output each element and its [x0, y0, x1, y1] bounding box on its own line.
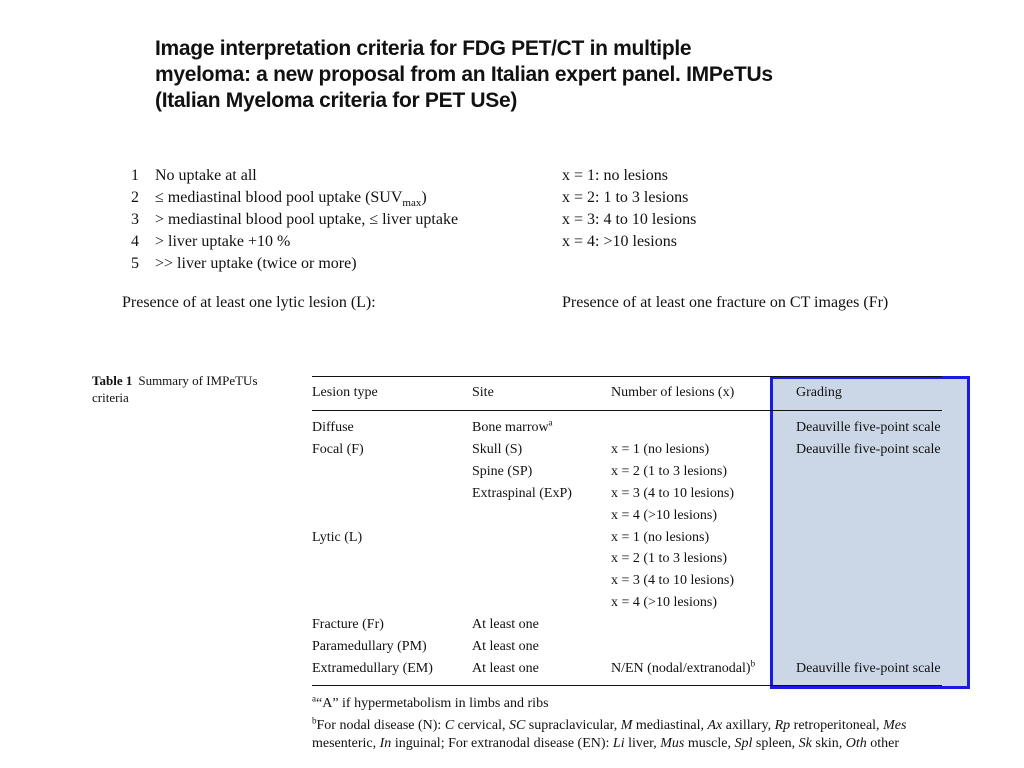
presence-fracture-text: Presence of at least one fracture on CT images (Fr) — [562, 294, 889, 311]
table-bottom-rule — [312, 685, 942, 686]
footnote-abbrev: Oth — [845, 736, 867, 751]
table-cell — [312, 441, 364, 459]
uptake-scale-item — [131, 165, 458, 187]
uptake-scale-text: >> liver uptake (twice or more) — [155, 255, 357, 272]
lesion-count-item: x = 2: 1 to 3 lesions — [562, 189, 689, 206]
uptake-scale-text: ≤ mediastinal blood pool uptake (SUV — [155, 189, 403, 206]
table-cell — [611, 529, 709, 547]
footnote-b-line-1 — [312, 716, 906, 736]
table-cell-text: Focal (F) — [312, 441, 364, 457]
table-cell-text: Bone marrow — [472, 420, 549, 435]
footnote-text: inguinal; For extranodal disease (EN): — [391, 736, 613, 751]
footnote-abbrev: Mes — [883, 718, 907, 733]
uptake-scale-number: 4 — [131, 233, 139, 250]
table-cell-text: Spine (SP) — [472, 463, 533, 479]
footnote-a — [312, 694, 549, 714]
table-header-cell: Site — [472, 385, 494, 400]
slide-title — [155, 36, 875, 114]
uptake-scale-text: > mediastinal blood pool uptake, ≤ liver uptake — [155, 211, 459, 228]
lesion-count-item: x = 3: 4 to 10 lesions — [562, 211, 697, 228]
footnote-abbrev: SC — [508, 718, 526, 733]
table-caption-label: Table 1 — [92, 373, 133, 388]
table-cell — [472, 660, 539, 678]
table-cell — [611, 594, 717, 612]
table-cell — [312, 419, 354, 437]
footnote-text: mediastinal, — [632, 718, 708, 733]
table-cell — [611, 550, 727, 568]
footnote-abbrev: Rp — [774, 718, 791, 733]
title-line-2: myeloma: a new proposal from an Italian expert panel. IMPeTUs — [155, 63, 773, 86]
uptake-scale-list — [131, 165, 458, 275]
table-header-cell: Number of lesions (x) — [611, 385, 735, 400]
uptake-scale-item — [131, 209, 458, 231]
table-cell-text: At least one — [472, 639, 539, 654]
footnote-b-line-2 — [312, 734, 899, 754]
title-line-1: Image interpretation criteria for FDG PET/CT in multiple — [155, 37, 692, 60]
table-cell-text: x = 2 (1 to 3 lesions) — [611, 463, 727, 479]
uptake-scale-number: 2 — [131, 189, 139, 206]
table-cell — [472, 463, 532, 481]
title-line-3: (Italian Myeloma criteria for PET USe) — [155, 89, 518, 112]
table-cell-text: x = 3 (4 to 10 lesions) — [611, 485, 734, 501]
uptake-scale-text: No uptake at all — [155, 167, 257, 184]
table-cell-text: Deauville five-point scale — [796, 660, 941, 676]
table-cell-text: x = 1 (no lesions) — [611, 441, 710, 457]
table-cell — [611, 507, 717, 525]
table-cell-text: Fracture (Fr) — [312, 617, 384, 633]
table-cell-text: x = 3 (4 to 10 lesions) — [611, 573, 734, 589]
footnote-text: supraclavicular, — [525, 718, 621, 733]
uptake-scale-item — [131, 231, 458, 253]
table-cell-text: At least one — [472, 617, 539, 633]
footnote-abbrev: Sk — [798, 736, 812, 751]
lesion-count-list — [562, 165, 696, 253]
table-cell — [472, 419, 553, 437]
footnote-abbrev: Ax — [707, 718, 723, 733]
table-cell-text: x = 1 (no lesions) — [611, 529, 710, 545]
uptake-scale-subscript: max — [402, 197, 422, 210]
table-cell-text: x = 2 (1 to 3 lesions) — [611, 551, 727, 567]
footnote-abbrev: C — [444, 718, 455, 733]
uptake-scale-text-tail: ) — [421, 189, 427, 206]
footnote-text: spleen, — [752, 736, 799, 751]
table-cell-text: Extramedullary (EM) — [312, 660, 433, 676]
table-cell — [472, 441, 522, 459]
table-cell — [472, 616, 539, 634]
table-caption — [92, 372, 292, 406]
table-cell-text: Skull (S) — [472, 441, 523, 457]
table-header-cell: Grading — [796, 385, 842, 400]
footnote-mark-b: b — [750, 658, 756, 669]
footnote-text: cervical, — [454, 718, 509, 733]
table-cell — [611, 463, 727, 481]
table-cell — [312, 638, 427, 656]
footnote-text: other — [866, 736, 899, 751]
uptake-scale-number: 1 — [131, 167, 139, 184]
table-cell — [312, 529, 362, 547]
table-header-rule — [312, 410, 942, 411]
footnote-a-mark: a — [312, 693, 316, 704]
table-cell-text: N/EN (nodal/extranodal) — [611, 660, 751, 676]
uptake-scale-item — [131, 187, 458, 209]
footnote-abbrev: In — [379, 736, 392, 751]
uptake-scale-text: > liver uptake +10 % — [155, 233, 291, 250]
table-header-cell: Lesion type — [312, 385, 378, 400]
table-cell-text: At least one — [472, 660, 539, 676]
footnote-a-text: “A” if hypermetabolism in limbs and ribs — [316, 696, 549, 711]
table-cell — [611, 485, 734, 503]
uptake-scale-number: 3 — [131, 211, 139, 228]
table-cell-text: Deauville five-point scale — [796, 441, 941, 457]
table-cell-text: Extraspinal (ExP) — [472, 485, 572, 501]
footnote-text: axillary, — [722, 718, 775, 733]
footnote-abbrev: Li — [612, 736, 625, 751]
table-cell-text: x = 4 (>10 lesions) — [611, 595, 718, 611]
uptake-scale-number: 5 — [131, 255, 139, 272]
footnote-text: retroperitoneal, — [790, 718, 884, 733]
footnote-mark-a: a — [548, 417, 553, 428]
table-top-rule — [312, 376, 942, 377]
footnote-abbrev: Spl — [734, 736, 753, 751]
table-cell — [611, 660, 755, 678]
presence-lytic-text: Presence of at least one lytic lesion (L): — [122, 294, 376, 311]
footnote-abbrev: Mus — [660, 736, 685, 751]
table-cell — [611, 441, 709, 459]
table-cell — [312, 616, 384, 634]
footnote-text: liver, — [624, 736, 661, 751]
table-cell-text: Diffuse — [312, 420, 354, 435]
table-cell — [611, 572, 734, 590]
footnote-text: mesenteric, — [312, 736, 380, 751]
table-cell-text: Deauville five-point scale — [796, 420, 941, 435]
table-caption-text: Summary of IMPeTUs criteria — [92, 373, 258, 405]
footnote-text: For nodal disease (N): — [316, 718, 445, 733]
footnote-b-mark: b — [312, 715, 317, 726]
lesion-count-item: x = 4: >10 lesions — [562, 233, 677, 250]
uptake-scale-item — [131, 253, 458, 275]
footnote-text: skin, — [811, 736, 846, 751]
footnote-text: muscle, — [684, 736, 735, 751]
table-cell — [312, 660, 433, 678]
table-cell — [796, 419, 941, 437]
table-cell — [472, 638, 539, 656]
table-cell-text: x = 4 (>10 lesions) — [611, 507, 718, 523]
table-cell-text: Lytic (L) — [312, 529, 363, 545]
table-cell — [472, 485, 572, 503]
footnote-abbrev: M — [620, 718, 633, 733]
table-cell — [796, 660, 941, 678]
lesion-count-item: x = 1: no lesions — [562, 167, 668, 184]
table-cell-text: Paramedullary (PM) — [312, 639, 427, 654]
table-cell — [796, 441, 941, 459]
